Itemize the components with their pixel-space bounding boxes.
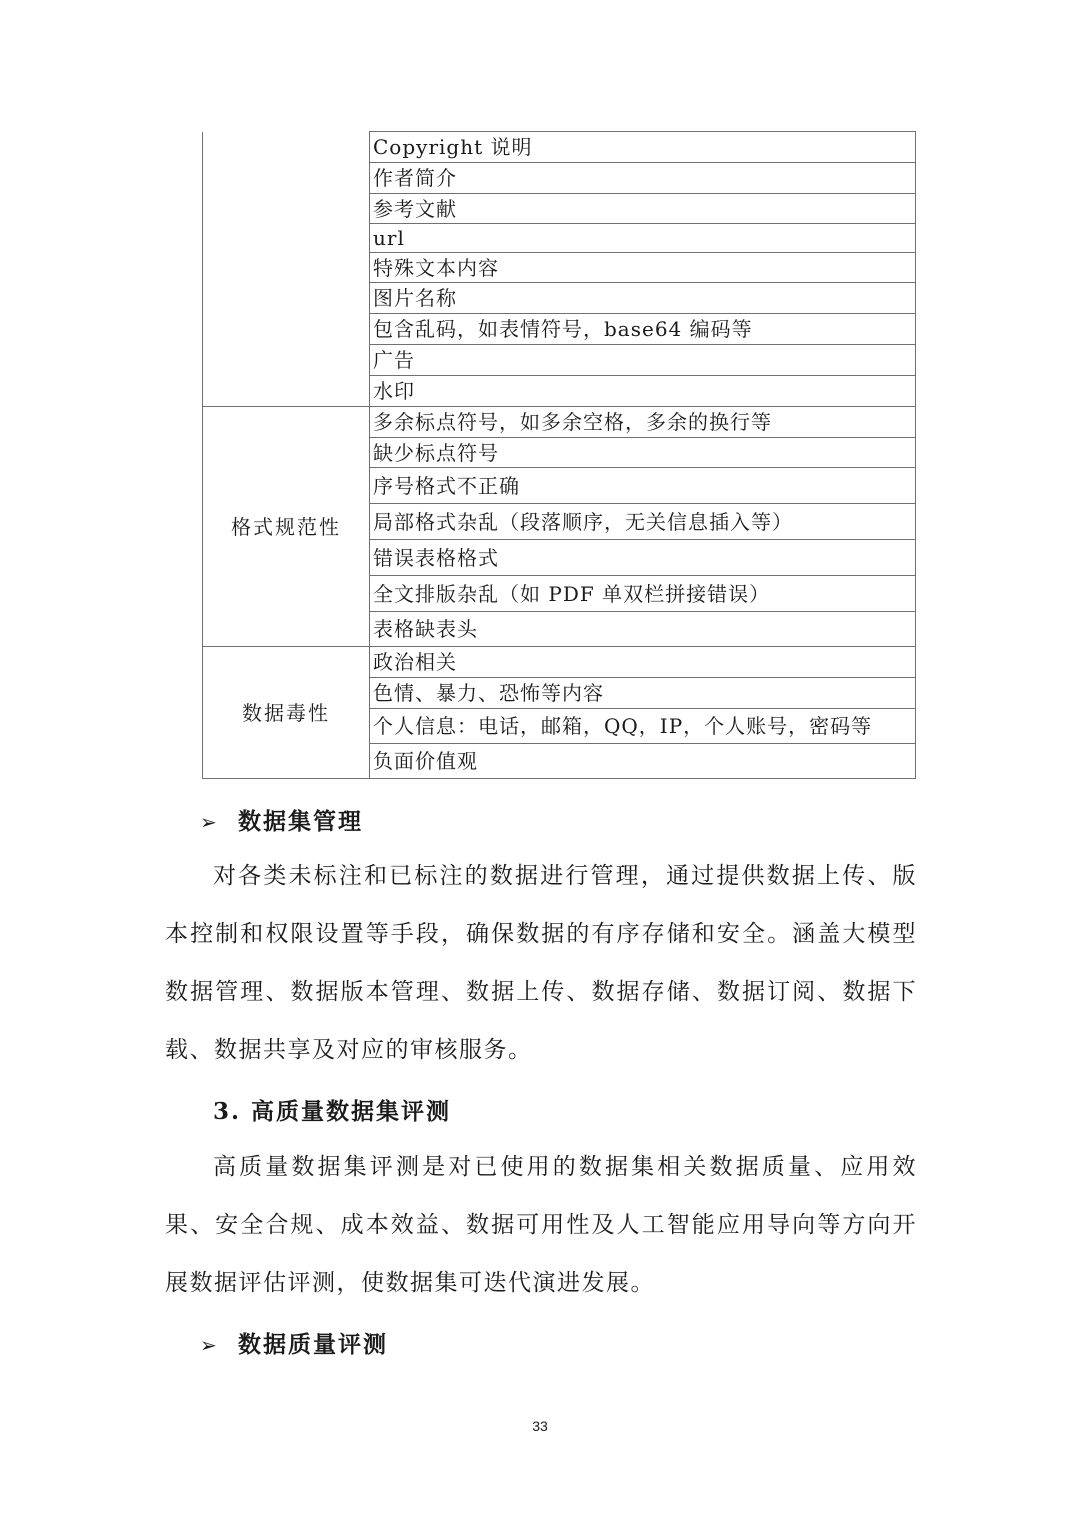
paragraph-dataset-evaluation: 高质量数据集评测是对已使用的数据集相关数据质量、应用效果、安全合规、成本效益、数据可用性及人工智能应用导向等方向开展数据评估评测，使数据集可迭代演进发展。 xyxy=(165,1154,917,1296)
table-cell: 多余标点符号，如多余空格，多余的换行等 xyxy=(370,407,916,438)
category-cell-toxicity: 数据毒性 xyxy=(203,647,370,779)
category-cell-empty xyxy=(203,132,370,407)
table-cell: 广告 xyxy=(370,345,916,376)
table-cell: 政治相关 xyxy=(370,647,916,678)
page-number: 33 xyxy=(532,1418,548,1434)
section-title-text: 数据质量评测 xyxy=(238,1331,388,1358)
table-cell: 全文排版杂乱（如 PDF 单双栏拼接错误） xyxy=(370,576,916,612)
table-cell: 个人信息：电话，邮箱，QQ，IP，个人账号，密码等 xyxy=(370,709,916,744)
table-cell: 负面价值观 xyxy=(370,744,916,779)
category-cell-format: 格式规范性 xyxy=(203,407,370,647)
section-title-data-quality xyxy=(200,1326,388,1359)
table-cell: 水印 xyxy=(370,376,916,407)
arrow-bullet-icon: ➢ xyxy=(200,810,219,834)
paragraph-dataset-management: 对各类未标注和已标注的数据进行管理，通过提供数据上传、版本控制和权限设置等手段，确保数据的有序存储和安全。涵盖大模型数据管理、数据版本管理、数据上传、数据存储、数据订阅、数据下载、数据共享及对应的审核服务。 xyxy=(165,863,917,1063)
heading-dataset-evaluation: 3. 高质量数据集评测 xyxy=(213,1098,452,1125)
table-cell: 特殊文本内容 xyxy=(370,253,916,283)
table-cell: 序号格式不正确 xyxy=(370,468,916,504)
section-title-text: 数据集管理 xyxy=(238,808,363,835)
table-cell: 缺少标点符号 xyxy=(370,438,916,468)
table-cell: 图片名称 xyxy=(370,283,916,314)
table-cell: 表格缺表头 xyxy=(370,612,916,647)
table-cell: 色情、暴力、恐怖等内容 xyxy=(370,678,916,709)
arrow-bullet-icon: ➢ xyxy=(200,1333,219,1357)
table-cell: Copyright 说明 xyxy=(370,132,916,163)
data-quality-table xyxy=(202,131,916,779)
table-cell: 参考文献 xyxy=(370,194,916,224)
table-cell: 错误表格格式 xyxy=(370,540,916,576)
table-cell: url xyxy=(370,224,916,253)
table-cell: 包含乱码，如表情符号，base64 编码等 xyxy=(370,314,916,345)
table-cell: 局部格式杂乱（段落顺序，无关信息插入等） xyxy=(370,504,916,540)
section-title-dataset-management xyxy=(200,803,363,836)
table-cell: 作者简介 xyxy=(370,163,916,194)
